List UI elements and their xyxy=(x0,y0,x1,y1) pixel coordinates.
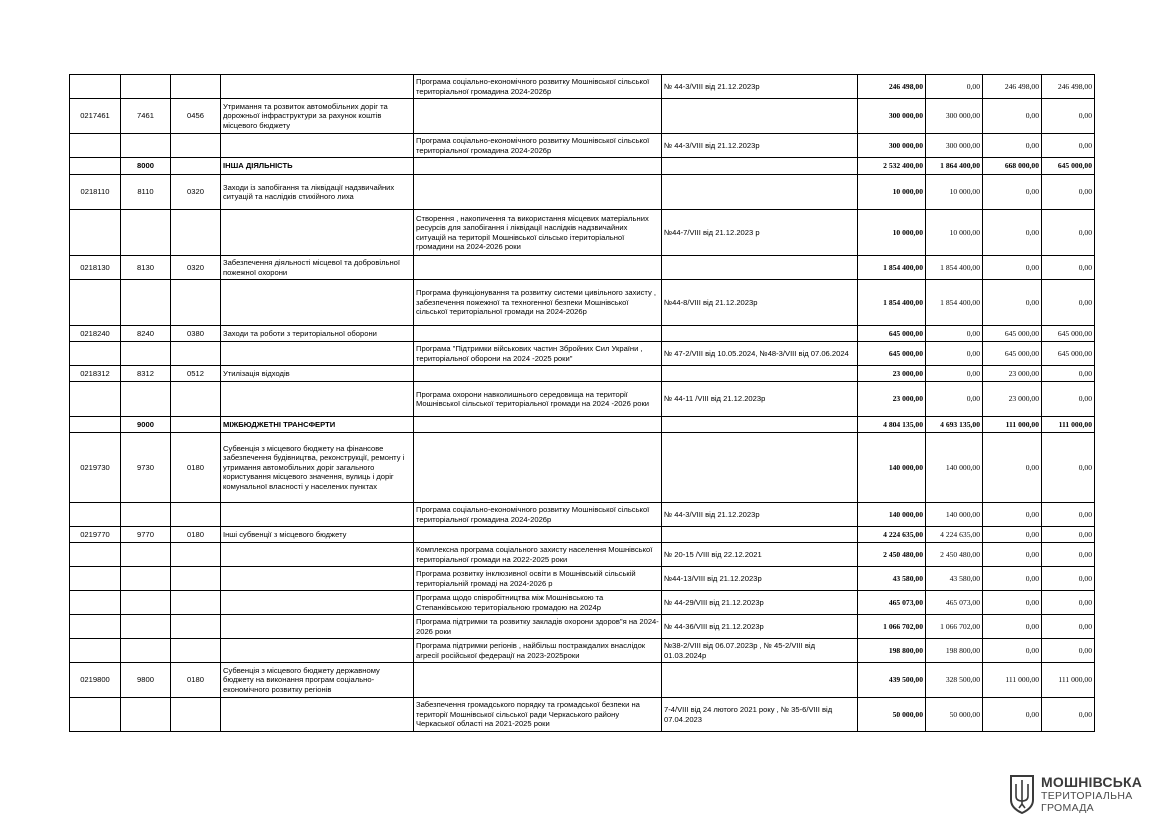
cell-development-budget: 0,00 xyxy=(1042,175,1095,210)
cell-kpk xyxy=(70,75,121,99)
cell-kfkvk xyxy=(171,417,221,433)
cell-kfk xyxy=(121,698,171,732)
cell-development-budget: 645 000,00 xyxy=(1042,158,1095,175)
cell-total: 246 498,00 xyxy=(858,75,926,99)
cell-development-budget: 0,00 xyxy=(1042,382,1095,417)
cell-kfkvk xyxy=(171,503,221,527)
cell-special-fund: 0,00 xyxy=(983,134,1042,158)
cell-development-budget: 0,00 xyxy=(1042,99,1095,134)
cell-kfkvk xyxy=(171,639,221,663)
cell-document: № 47-2/VIII від 10.05.2024, №48-3/VIII від 07.06.2024 xyxy=(662,342,858,366)
cell-kpk xyxy=(70,342,121,366)
cell-name xyxy=(221,280,414,326)
cell-kfkvk xyxy=(171,134,221,158)
cell-development-budget: 0,00 xyxy=(1042,280,1095,326)
cell-special-fund: 23 000,00 xyxy=(983,366,1042,382)
cell-general-fund: 1 066 702,00 xyxy=(926,615,983,639)
cell-name: МІЖБЮДЖЕТНІ ТРАНСФЕРТИ xyxy=(221,417,414,433)
cell-kfk: 7461 xyxy=(121,99,171,134)
table-row xyxy=(70,567,1095,591)
cell-special-fund: 23 000,00 xyxy=(983,382,1042,417)
cell-development-budget: 246 498,00 xyxy=(1042,75,1095,99)
cell-kfk xyxy=(121,342,171,366)
cell-general-fund: 0,00 xyxy=(926,366,983,382)
cell-kfkvk xyxy=(171,615,221,639)
cell-kfk xyxy=(121,543,171,567)
cell-kfk xyxy=(121,75,171,99)
cell-kfk xyxy=(121,382,171,417)
cell-total: 4 224 635,00 xyxy=(858,527,926,543)
cell-development-budget: 0,00 xyxy=(1042,366,1095,382)
cell-name xyxy=(221,134,414,158)
logo-subtitle-1: ТЕРИТОРІАЛЬНА xyxy=(1041,790,1133,802)
cell-general-fund: 0,00 xyxy=(926,382,983,417)
cell-program xyxy=(414,417,662,433)
cell-total: 2 532 400,00 xyxy=(858,158,926,175)
cell-kfkvk xyxy=(171,210,221,256)
table-row xyxy=(70,503,1095,527)
cell-general-fund: 2 450 480,00 xyxy=(926,543,983,567)
cell-general-fund: 300 000,00 xyxy=(926,134,983,158)
cell-general-fund: 0,00 xyxy=(926,326,983,342)
table-row xyxy=(70,639,1095,663)
table-row xyxy=(70,366,1095,382)
cell-general-fund: 1 854 400,00 xyxy=(926,256,983,280)
cell-total: 465 073,00 xyxy=(858,591,926,615)
cell-kpk xyxy=(70,591,121,615)
cell-kpk: 0218130 xyxy=(70,256,121,280)
cell-special-fund: 0,00 xyxy=(983,698,1042,732)
cell-total: 140 000,00 xyxy=(858,433,926,503)
cell-program: Забезпечення громадського порядку та громадської безпеки на території Мошнівської сільської ради Черкаського району Черкаської області на 2021-2025 роки xyxy=(414,698,662,732)
cell-kfkvk: 0320 xyxy=(171,256,221,280)
cell-special-fund: 0,00 xyxy=(983,591,1042,615)
table-row xyxy=(70,158,1095,175)
cell-document: № 44-3/VIII від 21.12.2023р xyxy=(662,75,858,99)
cell-document xyxy=(662,527,858,543)
cell-program xyxy=(414,433,662,503)
cell-development-budget: 0,00 xyxy=(1042,503,1095,527)
logo-title: МОШНІВСЬКА xyxy=(1041,774,1143,790)
cell-special-fund: 0,00 xyxy=(983,99,1042,134)
cell-special-fund: 645 000,00 xyxy=(983,342,1042,366)
cell-general-fund: 300 000,00 xyxy=(926,99,983,134)
table-row xyxy=(70,256,1095,280)
cell-total: 1 066 702,00 xyxy=(858,615,926,639)
cell-kpk xyxy=(70,543,121,567)
cell-document xyxy=(662,326,858,342)
cell-program: Програма "Підтримки військових частин Збройних Сил України , територіальної оборони на 2024 -2025 роки" xyxy=(414,342,662,366)
cell-program: Програма щодо співробітництва між Мошнівською та Степанківською територіальною громадою на 2024р xyxy=(414,591,662,615)
cell-special-fund: 0,00 xyxy=(983,527,1042,543)
cell-development-budget: 0,00 xyxy=(1042,256,1095,280)
cell-general-fund: 0,00 xyxy=(926,75,983,99)
table-row xyxy=(70,326,1095,342)
cell-name xyxy=(221,615,414,639)
cell-program xyxy=(414,99,662,134)
cell-kfkvk xyxy=(171,543,221,567)
table-row xyxy=(70,543,1095,567)
cell-program: Програма підтримки та розвитку закладів охорони здоров"я на 2024-2026 роки xyxy=(414,615,662,639)
cell-kpk xyxy=(70,615,121,639)
cell-total: 198 800,00 xyxy=(858,639,926,663)
cell-kpk xyxy=(70,158,121,175)
cell-total: 43 580,00 xyxy=(858,567,926,591)
cell-kfkvk xyxy=(171,591,221,615)
trident-emblem-icon xyxy=(1009,774,1035,814)
cell-program: Створення , накопичення та використання місцевих матеріальних ресурсів для запобігання і ліквідації наслідків надзвичайних ситуацій на території Мошнівської сільсько ітериторіальної громадини на 2024-2026 роки xyxy=(414,210,662,256)
cell-kpk: 0217461 xyxy=(70,99,121,134)
cell-development-budget: 645 000,00 xyxy=(1042,326,1095,342)
cell-document xyxy=(662,99,858,134)
cell-total: 50 000,00 xyxy=(858,698,926,732)
cell-program xyxy=(414,175,662,210)
logo-subtitle-2: ГРОМАДА xyxy=(1041,802,1094,814)
cell-kpk xyxy=(70,280,121,326)
cell-general-fund: 50 000,00 xyxy=(926,698,983,732)
cell-name xyxy=(221,567,414,591)
cell-general-fund: 4 224 635,00 xyxy=(926,527,983,543)
cell-program: Програма соціально-економічного розвитку Мошнівської сільської територіальної громадина 2024-2026р xyxy=(414,134,662,158)
cell-general-fund: 140 000,00 xyxy=(926,503,983,527)
cell-general-fund: 1 864 400,00 xyxy=(926,158,983,175)
cell-general-fund: 10 000,00 xyxy=(926,210,983,256)
cell-kfk xyxy=(121,639,171,663)
cell-development-budget: 0,00 xyxy=(1042,591,1095,615)
cell-name xyxy=(221,75,414,99)
cell-document: №44-13/VIII від 21.12.2023р xyxy=(662,567,858,591)
cell-program: Програма функціонування та розвитку системи цивільного захисту , забезпечення пожежної та техногенної безпеки Мошнівської сільської територіальної громади на 2024-2026р xyxy=(414,280,662,326)
cell-kfkvk xyxy=(171,342,221,366)
cell-special-fund: 0,00 xyxy=(983,615,1042,639)
cell-name: Інші субвенції з місцевого бюджету xyxy=(221,527,414,543)
cell-kpk: 0218312 xyxy=(70,366,121,382)
cell-program xyxy=(414,326,662,342)
cell-development-budget: 0,00 xyxy=(1042,567,1095,591)
table-row xyxy=(70,210,1095,256)
cell-kfkvk xyxy=(171,158,221,175)
cell-kpk: 0218110 xyxy=(70,175,121,210)
cell-kfkvk xyxy=(171,698,221,732)
cell-document: № 44-3/VIII від 21.12.2023р xyxy=(662,134,858,158)
cell-general-fund: 198 800,00 xyxy=(926,639,983,663)
cell-kfkvk xyxy=(171,75,221,99)
cell-program: Програма охорони навколишнього середовища на території Мошнівської сільської територіальної громади на 2024 -2026 роки xyxy=(414,382,662,417)
cell-total: 23 000,00 xyxy=(858,382,926,417)
cell-kfk: 8240 xyxy=(121,326,171,342)
cell-document: № 44-11 /VIII від 21.12.2023р xyxy=(662,382,858,417)
cell-total: 1 854 400,00 xyxy=(858,256,926,280)
cell-kfk: 9730 xyxy=(121,433,171,503)
cell-document: № 44-29/VIII від 21.12.2023р xyxy=(662,591,858,615)
cell-total: 4 804 135,00 xyxy=(858,417,926,433)
cell-document: № 20-15 /VIII від 22.12.2021 xyxy=(662,543,858,567)
table-row xyxy=(70,417,1095,433)
cell-document xyxy=(662,366,858,382)
cell-general-fund: 0,00 xyxy=(926,342,983,366)
cell-kpk xyxy=(70,417,121,433)
cell-document: 7-4/VIII від 24 лютого 2021 року , № 35-6/VIII від 07.04.2023 xyxy=(662,698,858,732)
cell-document: № 44-36/VIII від 21.12.2023р xyxy=(662,615,858,639)
cell-kfk xyxy=(121,615,171,639)
cell-kfkvk xyxy=(171,280,221,326)
cell-total: 140 000,00 xyxy=(858,503,926,527)
cell-name: Субвенція з місцевого бюджету державному бюджету на виконання програм соціально-економічного розвитку регіонів xyxy=(221,663,414,698)
cell-kpk: 0219770 xyxy=(70,527,121,543)
cell-kfk: 9000 xyxy=(121,417,171,433)
cell-development-budget: 0,00 xyxy=(1042,433,1095,503)
cell-name xyxy=(221,698,414,732)
table-row xyxy=(70,527,1095,543)
cell-name xyxy=(221,591,414,615)
cell-kfk xyxy=(121,280,171,326)
cell-kpk: 0219800 xyxy=(70,663,121,698)
cell-document xyxy=(662,256,858,280)
cell-development-budget: 0,00 xyxy=(1042,543,1095,567)
table-row xyxy=(70,615,1095,639)
cell-document xyxy=(662,663,858,698)
cell-kfk: 8312 xyxy=(121,366,171,382)
cell-kpk xyxy=(70,698,121,732)
cell-kfkvk: 0456 xyxy=(171,99,221,134)
cell-kfk xyxy=(121,210,171,256)
table-row xyxy=(70,342,1095,366)
table-body xyxy=(70,75,1095,732)
cell-program xyxy=(414,256,662,280)
cell-special-fund: 645 000,00 xyxy=(983,326,1042,342)
table-row xyxy=(70,75,1095,99)
cell-special-fund: 0,00 xyxy=(983,256,1042,280)
cell-kpk xyxy=(70,567,121,591)
cell-document xyxy=(662,433,858,503)
cell-general-fund: 465 073,00 xyxy=(926,591,983,615)
table-row xyxy=(70,663,1095,698)
table-row xyxy=(70,134,1095,158)
cell-kfkvk: 0180 xyxy=(171,663,221,698)
cell-document xyxy=(662,175,858,210)
cell-special-fund: 111 000,00 xyxy=(983,417,1042,433)
cell-kpk xyxy=(70,134,121,158)
cell-development-budget: 0,00 xyxy=(1042,134,1095,158)
cell-kpk xyxy=(70,639,121,663)
cell-development-budget: 0,00 xyxy=(1042,615,1095,639)
cell-kfk: 8000 xyxy=(121,158,171,175)
cell-name: Забезпечення діяльності місцевої та добровільної пожежної охорони xyxy=(221,256,414,280)
cell-program xyxy=(414,663,662,698)
cell-program: Програма соціально-економічного розвитку Мошнівської сільської територіальної громадина 2024-2026р xyxy=(414,503,662,527)
cell-document: № 44-3/VIII від 21.12.2023р xyxy=(662,503,858,527)
cell-special-fund: 0,00 xyxy=(983,175,1042,210)
cell-total: 300 000,00 xyxy=(858,134,926,158)
cell-name: Субвенція з місцевого бюджету на фінансове забезпечення будівництва, реконструкції, ремонту і утримання автомобільних доріг загального користування місцевого значення, вулиць і доріг комунальної власності у населених пунктах xyxy=(221,433,414,503)
cell-program xyxy=(414,527,662,543)
budget-programs-table xyxy=(69,74,1095,732)
cell-special-fund: 246 498,00 xyxy=(983,75,1042,99)
table-row xyxy=(70,99,1095,134)
cell-general-fund: 10 000,00 xyxy=(926,175,983,210)
cell-document xyxy=(662,417,858,433)
cell-program: Програма соціально-економічного розвитку Мошнівської сільської територіальної громадина 2024-2026р xyxy=(414,75,662,99)
cell-general-fund: 4 693 135,00 xyxy=(926,417,983,433)
cell-name xyxy=(221,543,414,567)
cell-kpk xyxy=(70,210,121,256)
cell-special-fund: 0,00 xyxy=(983,503,1042,527)
cell-document: №44-8/VIII від 21.12.2023р xyxy=(662,280,858,326)
cell-special-fund: 0,00 xyxy=(983,280,1042,326)
cell-total: 439 500,00 xyxy=(858,663,926,698)
cell-name: ІНША ДІЯЛЬНІСТЬ xyxy=(221,158,414,175)
cell-program: Програма підтримки регіонів , найбільш постраждалих внаслідок агресії російської федерації на 2023-2025роки xyxy=(414,639,662,663)
cell-general-fund: 1 854 400,00 xyxy=(926,280,983,326)
cell-kfk: 8110 xyxy=(121,175,171,210)
cell-name: Утилізація відходів xyxy=(221,366,414,382)
cell-development-budget: 0,00 xyxy=(1042,698,1095,732)
cell-kfk xyxy=(121,567,171,591)
cell-name xyxy=(221,639,414,663)
cell-document: №44-7/VIII від 21.12.2023 р xyxy=(662,210,858,256)
cell-kfkvk: 0180 xyxy=(171,527,221,543)
cell-total: 645 000,00 xyxy=(858,326,926,342)
cell-kfk xyxy=(121,134,171,158)
cell-special-fund: 0,00 xyxy=(983,567,1042,591)
table-row xyxy=(70,280,1095,326)
cell-development-budget: 0,00 xyxy=(1042,210,1095,256)
cell-name: Утримання та розвиток автомобільних доріг та дорожньої інфраструктури за рахунок коштів місцевого бюджету xyxy=(221,99,414,134)
cell-total: 1 854 400,00 xyxy=(858,280,926,326)
cell-special-fund: 0,00 xyxy=(983,639,1042,663)
table-row xyxy=(70,382,1095,417)
cell-kfkvk: 0380 xyxy=(171,326,221,342)
cell-kpk: 0219730 xyxy=(70,433,121,503)
cell-general-fund: 140 000,00 xyxy=(926,433,983,503)
cell-kfk: 8130 xyxy=(121,256,171,280)
cell-special-fund: 0,00 xyxy=(983,210,1042,256)
cell-name xyxy=(221,382,414,417)
cell-kfk xyxy=(121,591,171,615)
cell-total: 300 000,00 xyxy=(858,99,926,134)
cell-special-fund: 0,00 xyxy=(983,543,1042,567)
cell-name xyxy=(221,210,414,256)
cell-kfkvk: 0320 xyxy=(171,175,221,210)
table-row xyxy=(70,591,1095,615)
cell-kfkvk: 0180 xyxy=(171,433,221,503)
cell-special-fund: 0,00 xyxy=(983,433,1042,503)
cell-total: 10 000,00 xyxy=(858,210,926,256)
community-logo xyxy=(1009,774,1159,816)
cell-kfkvk xyxy=(171,567,221,591)
cell-total: 23 000,00 xyxy=(858,366,926,382)
cell-program: Комплексна програма соціального захисту населення Мошнівської територіальної громади на 2022-2025 роки xyxy=(414,543,662,567)
cell-development-budget: 0,00 xyxy=(1042,527,1095,543)
table-row xyxy=(70,175,1095,210)
cell-program: Програма розвитку інклюзивної освіти в Мошнівській сільській територіальній громаді на 2024-2026 р xyxy=(414,567,662,591)
cell-kpk: 0218240 xyxy=(70,326,121,342)
cell-kfkvk: 0512 xyxy=(171,366,221,382)
cell-kfk: 9800 xyxy=(121,663,171,698)
cell-total: 10 000,00 xyxy=(858,175,926,210)
cell-kpk xyxy=(70,382,121,417)
cell-kfk xyxy=(121,503,171,527)
cell-kpk xyxy=(70,503,121,527)
cell-total: 645 000,00 xyxy=(858,342,926,366)
cell-program xyxy=(414,366,662,382)
cell-development-budget: 111 000,00 xyxy=(1042,663,1095,698)
cell-name: Заходи із запобігання та ліквідації надзвичайних ситуацій та наслідків стихійного лиха xyxy=(221,175,414,210)
table-row xyxy=(70,433,1095,503)
table-row xyxy=(70,698,1095,732)
cell-name xyxy=(221,503,414,527)
cell-general-fund: 328 500,00 xyxy=(926,663,983,698)
cell-name: Заходи та роботи з територіальної оборони xyxy=(221,326,414,342)
cell-name xyxy=(221,342,414,366)
cell-general-fund: 43 580,00 xyxy=(926,567,983,591)
cell-development-budget: 645 000,00 xyxy=(1042,342,1095,366)
cell-document: №38-2/VIII від 06.07.2023р , № 45-2/VIII від 01.03.2024р xyxy=(662,639,858,663)
cell-development-budget: 111 000,00 xyxy=(1042,417,1095,433)
cell-special-fund: 668 000,00 xyxy=(983,158,1042,175)
cell-total: 2 450 480,00 xyxy=(858,543,926,567)
cell-kfk: 9770 xyxy=(121,527,171,543)
cell-special-fund: 111 000,00 xyxy=(983,663,1042,698)
cell-document xyxy=(662,158,858,175)
cell-program xyxy=(414,158,662,175)
cell-kfkvk xyxy=(171,382,221,417)
cell-development-budget: 0,00 xyxy=(1042,639,1095,663)
